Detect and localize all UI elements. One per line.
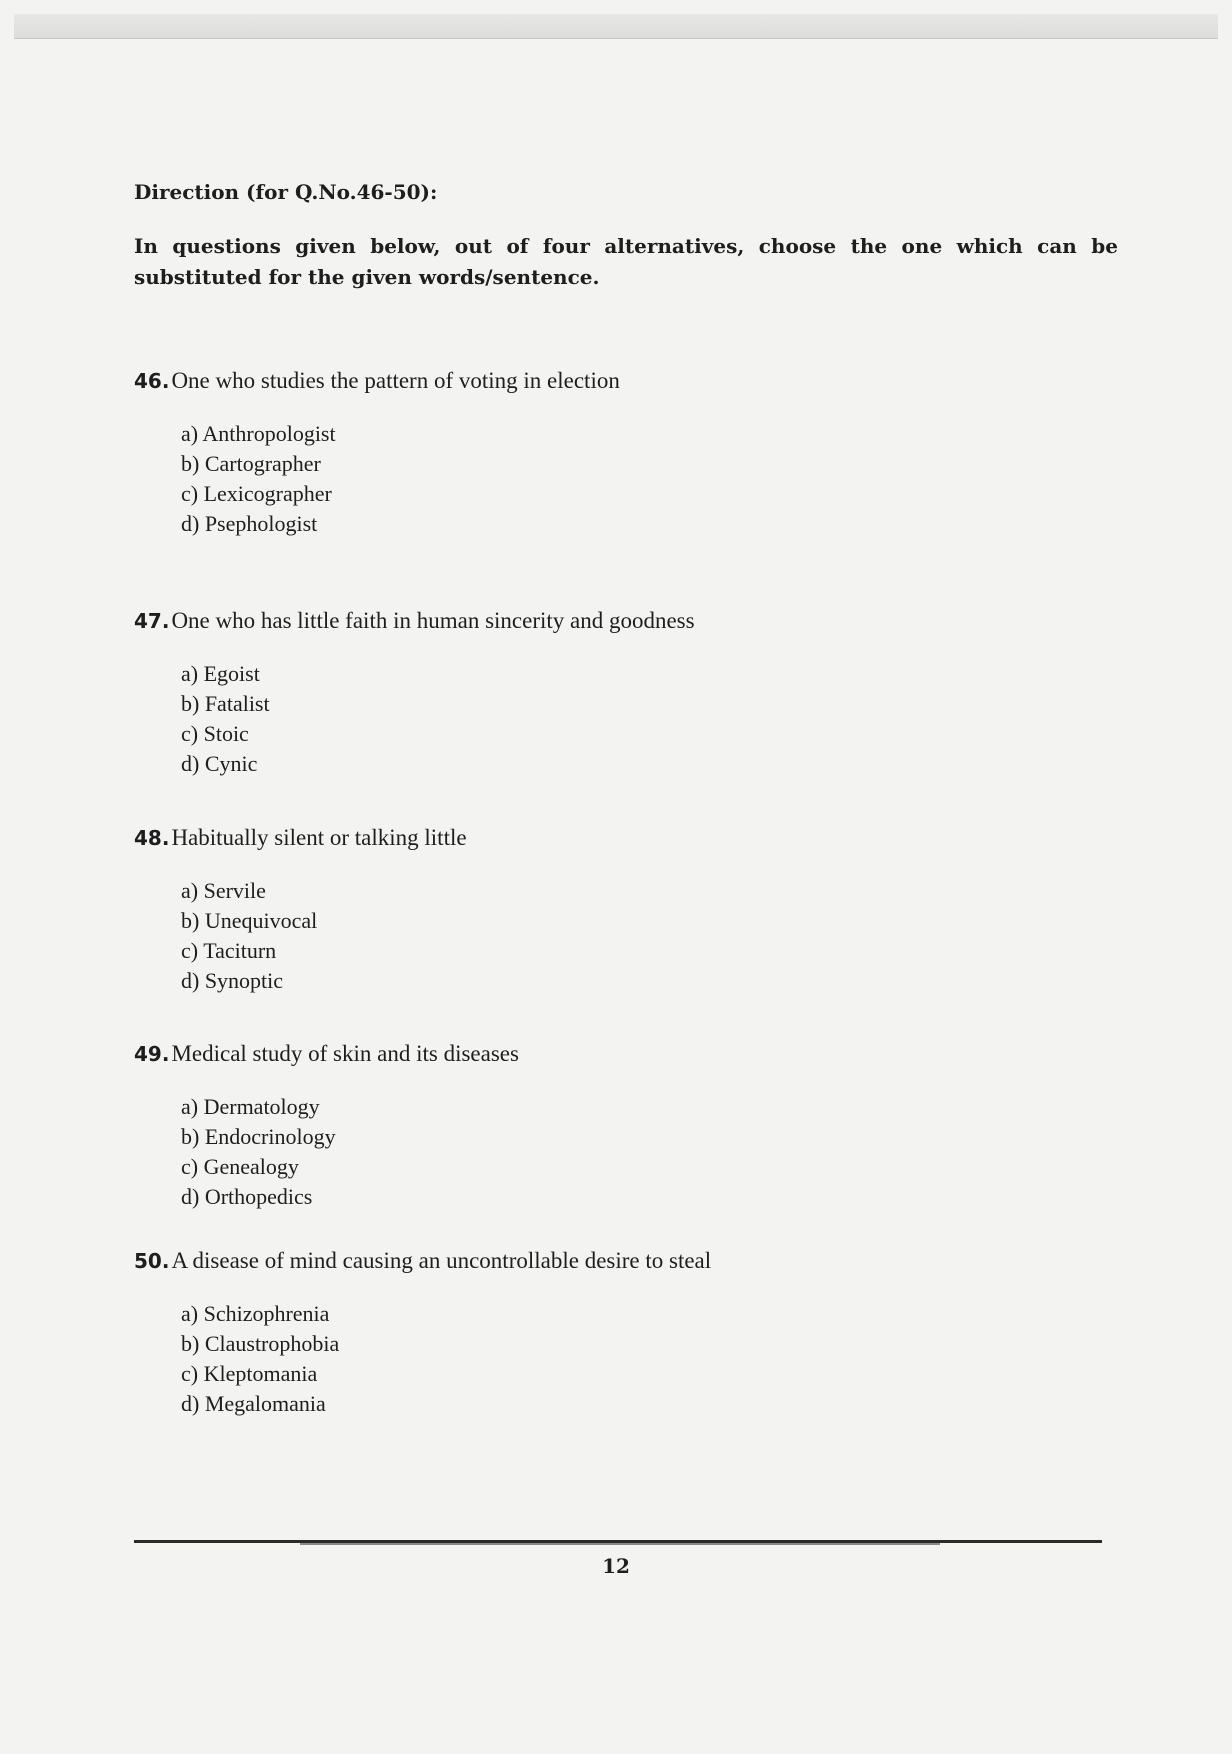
question-50 [134, 1247, 1034, 1419]
question-text: A disease of mind causing an uncontrollable desire to steal [171, 1248, 712, 1273]
question-48 [134, 824, 1034, 996]
question-text: One who has little faith in human sincerity and goodness [171, 608, 695, 633]
question-number: 46. [134, 369, 170, 393]
question-stem [134, 367, 1034, 395]
option-d: d) Psephologist [181, 511, 318, 536]
page-number: 12 [602, 1554, 630, 1578]
option-c: c) Lexicographer [181, 481, 332, 506]
question-number: 48. [134, 826, 170, 850]
option-list [181, 1092, 1034, 1212]
option-list [181, 1299, 1034, 1419]
option-b: b) Fatalist [181, 691, 270, 716]
option-d: d) Cynic [181, 751, 258, 776]
question-stem [134, 1247, 1034, 1275]
option-list [181, 659, 1034, 779]
option-b: b) Endocrinology [181, 1124, 336, 1149]
question-47 [134, 607, 1034, 779]
option-b: b) Unequivocal [181, 908, 318, 933]
option-c: c) Stoic [181, 721, 249, 746]
option-c: c) Taciturn [181, 938, 277, 963]
question-stem [134, 607, 1034, 635]
option-a: a) Egoist [181, 661, 260, 686]
direction-instruction: In questions given below, out of four alternatives, choose the one which can be substituted for the given words/sentence. [134, 234, 1118, 289]
option-a: a) Anthropologist [181, 421, 336, 446]
direction-heading: Direction (for Q.No.46-50): [134, 180, 438, 204]
question-number: 47. [134, 609, 170, 633]
question-stem [134, 824, 1034, 852]
option-b: b) Claustrophobia [181, 1331, 340, 1356]
option-d: d) Orthopedics [181, 1184, 313, 1209]
question-text: One who studies the pattern of voting in election [171, 368, 620, 393]
option-list [181, 876, 1034, 996]
question-text: Habitually silent or talking little [171, 825, 467, 850]
question-stem [134, 1040, 1034, 1068]
question-number: 50. [134, 1249, 170, 1273]
option-d: d) Synoptic [181, 968, 284, 993]
option-list [181, 419, 1034, 539]
question-46 [134, 367, 1034, 539]
option-a: a) Servile [181, 878, 266, 903]
option-c: c) Genealogy [181, 1154, 299, 1179]
question-text: Medical study of skin and its diseases [171, 1041, 519, 1066]
option-b: b) Cartographer [181, 451, 321, 476]
option-a: a) Schizophrenia [181, 1301, 330, 1326]
footer-rule-shadow [300, 1543, 940, 1545]
question-49 [134, 1040, 1034, 1212]
option-c: c) Kleptomania [181, 1361, 318, 1386]
option-a: a) Dermatology [181, 1094, 320, 1119]
option-d: d) Megalomania [181, 1391, 326, 1416]
question-number: 49. [134, 1042, 170, 1066]
